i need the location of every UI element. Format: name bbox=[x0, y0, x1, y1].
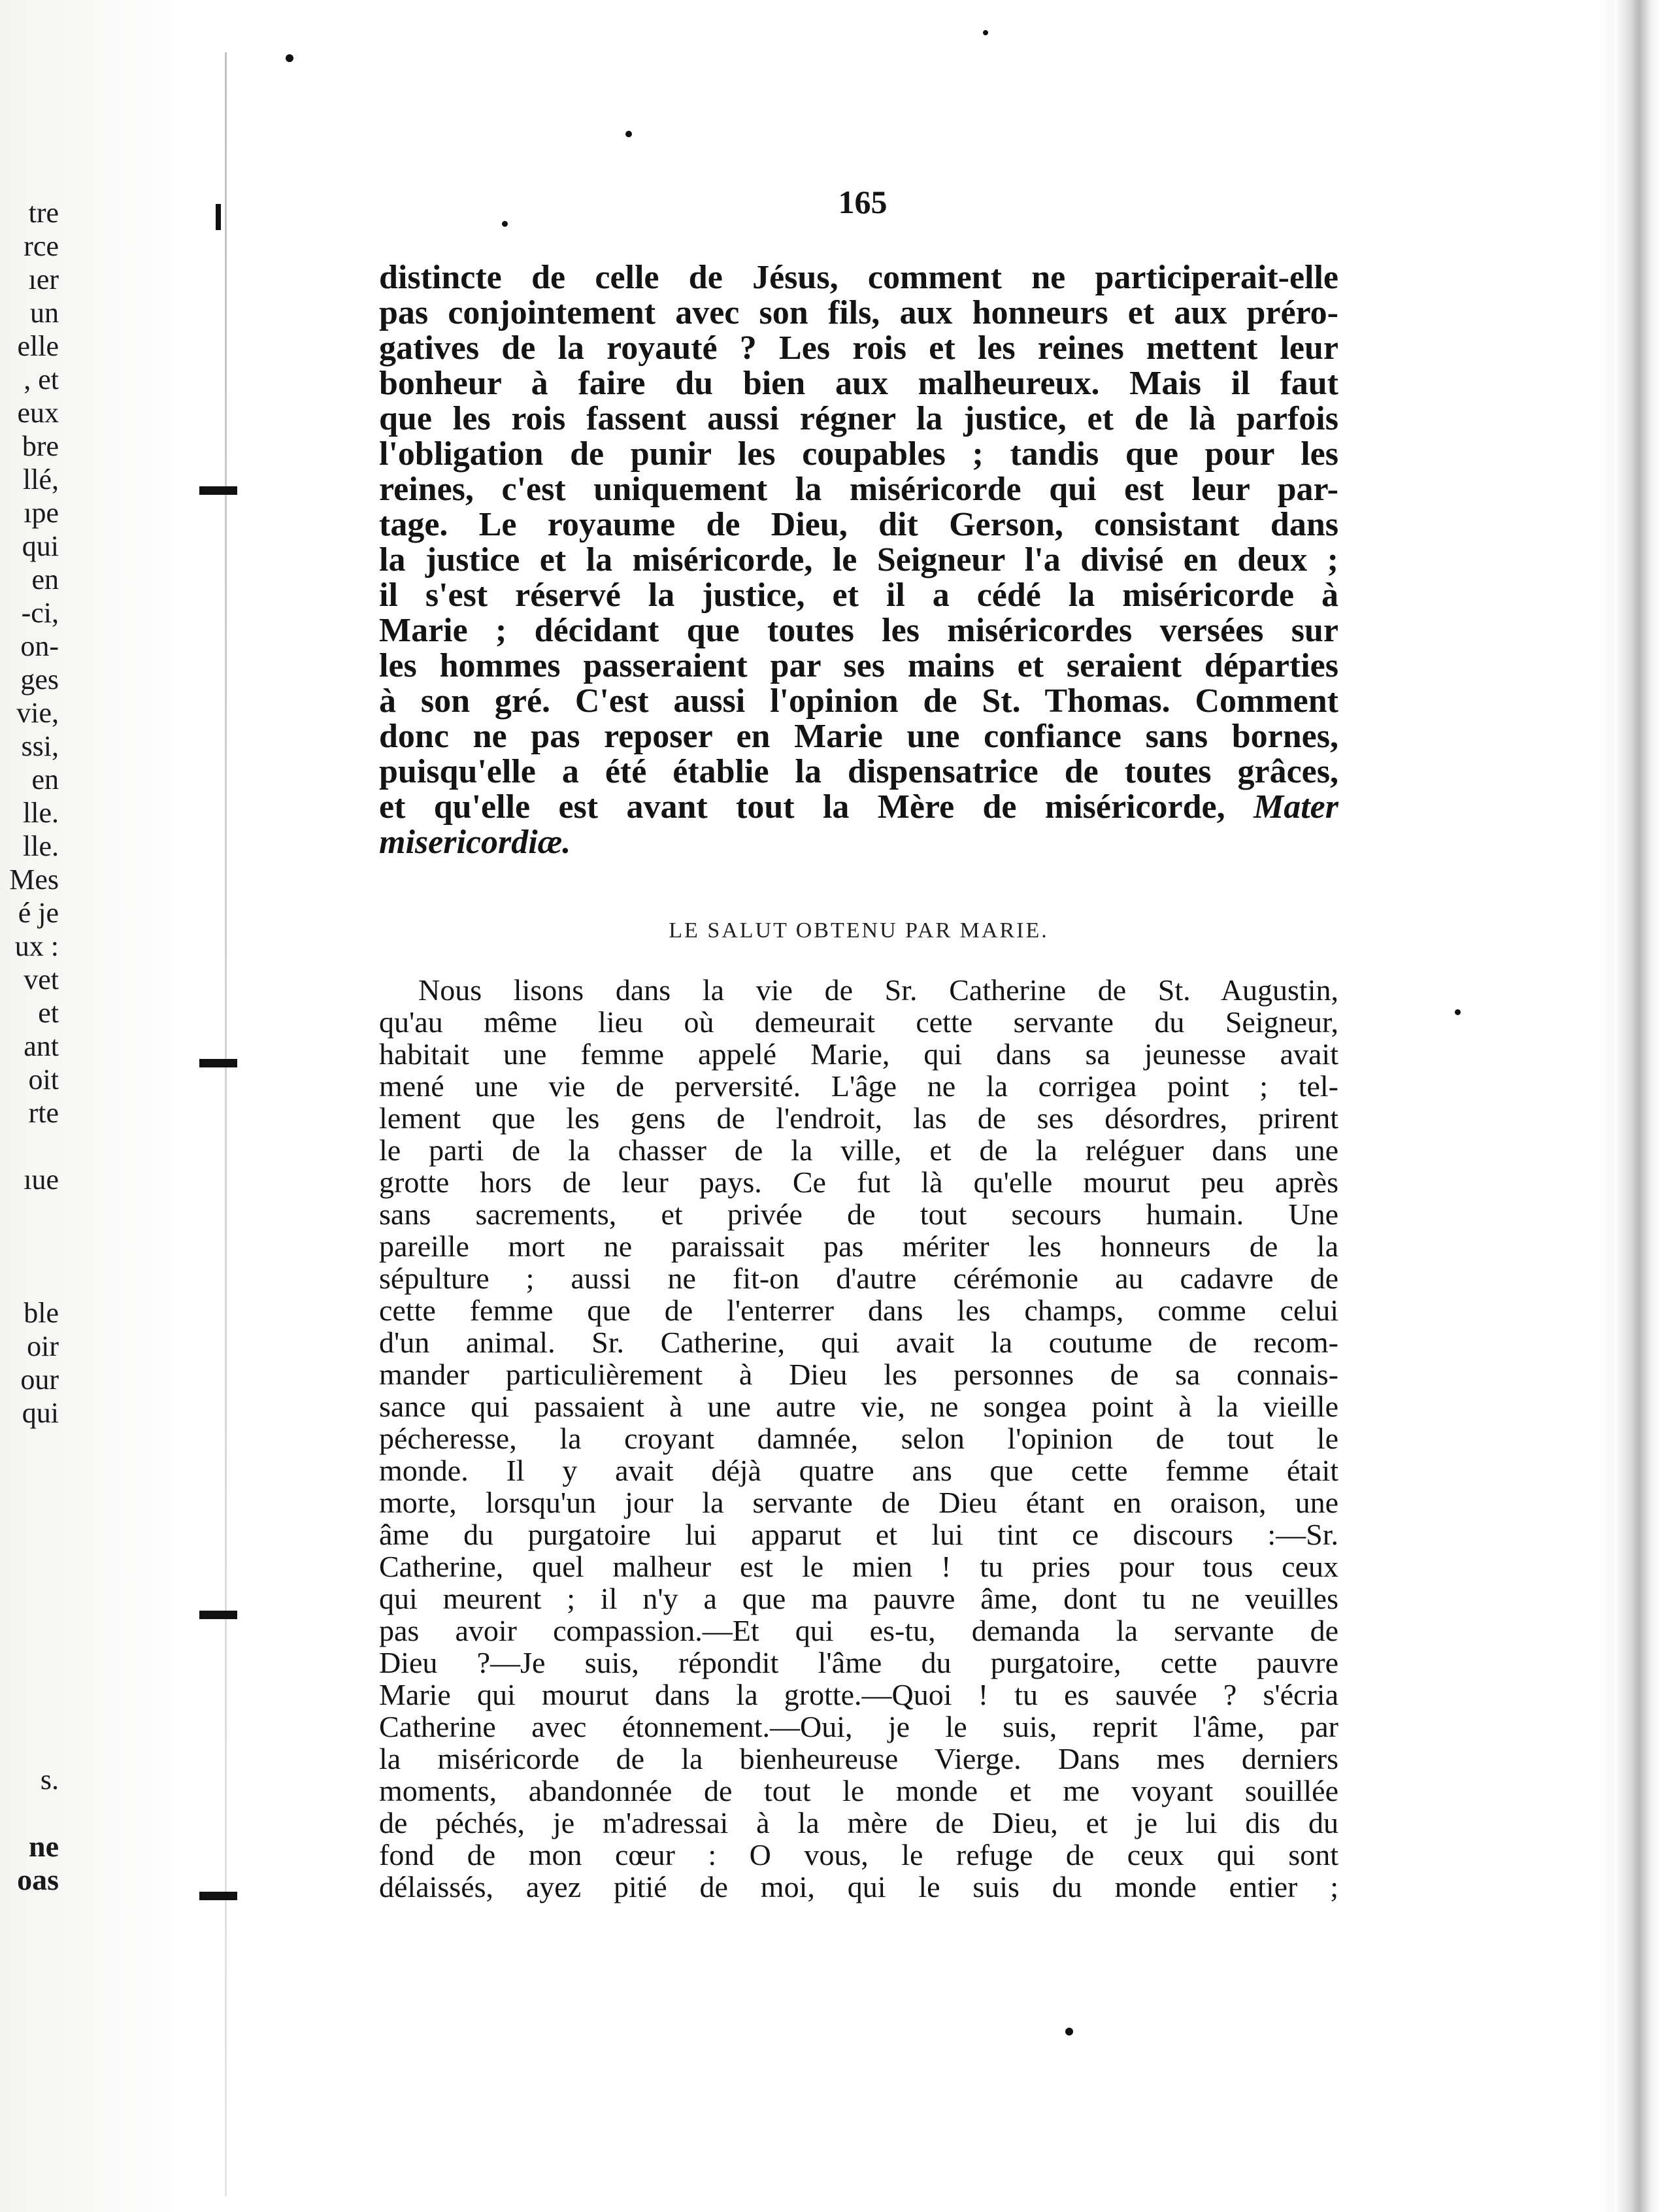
gutter-mark bbox=[199, 1611, 237, 1619]
text-line: l'obligation de punir les coupables ; tandis que pour les bbox=[379, 435, 1338, 473]
facing-page-fragment: vet bbox=[24, 964, 59, 996]
facing-page-fragment: Mes bbox=[9, 863, 59, 896]
facing-page-fragment bbox=[0, 1563, 63, 1596]
text-line: bonheur à faire du bien aux malheureux. Mais il faut bbox=[379, 365, 1338, 402]
facing-page-fragment: oit bbox=[28, 1064, 59, 1096]
ink-speck bbox=[1455, 1009, 1461, 1015]
facing-page-fragment bbox=[0, 1263, 63, 1296]
text-line: puisqu'elle a été établie la dispensatrice de toutes grâces, bbox=[379, 753, 1338, 790]
text-line: que les rois fassent aussi régner la justice, et de là parfois bbox=[379, 400, 1338, 437]
facing-page-fragment bbox=[0, 1530, 63, 1563]
text-line: le parti de la chasser de la ville, et de la reléguer dans une bbox=[379, 1133, 1338, 1167]
text-line: gatives de la royauté ? Les rois et les reines mettent leur bbox=[379, 329, 1338, 367]
facing-page-fragment: ıue bbox=[24, 1164, 59, 1196]
text-line: Nous lisons dans la vie de Sr. Catherine de St. Augustin, bbox=[418, 973, 1338, 1007]
facing-page-fragment bbox=[0, 1463, 63, 1496]
facing-page-fragment: llé, bbox=[23, 463, 59, 495]
facing-page-fragment bbox=[0, 1663, 63, 1696]
gutter-mark bbox=[199, 486, 237, 495]
text-line: la justice et la miséricorde, le Seigneur l'a divisé en deux ; bbox=[379, 541, 1338, 578]
paragraph-bold bbox=[379, 260, 1338, 860]
facing-page-fragment: bre bbox=[22, 430, 59, 462]
text-line: pécheresse, la croyant damnée, selon l'opinion de tout le bbox=[379, 1422, 1338, 1455]
facing-page-fragment bbox=[0, 1430, 63, 1463]
facing-page-fragment: ıer bbox=[28, 263, 59, 295]
facing-page-fragment: tre bbox=[28, 197, 59, 229]
text-line: Dieu ?—Je suis, répondit l'âme du purgatoire, cette pauvre bbox=[379, 1646, 1338, 1679]
text-line: Catherine avec étonnement.—Oui, je le suis, reprit l'âme, par bbox=[379, 1710, 1338, 1743]
text-line: monde. Il y avait déjà quatre ans que cette femme était bbox=[379, 1454, 1338, 1487]
paragraph-story bbox=[379, 974, 1338, 1903]
facing-page-fragment: our bbox=[20, 1364, 59, 1396]
text-line: pas conjointement avec son fils, aux honneurs et aux préro- bbox=[379, 294, 1338, 331]
text-line: sans sacrements, et privée de tout secours humain. Une bbox=[379, 1198, 1338, 1231]
text-line: mené une vie de perversité. L'âge ne la corrigea point ; tel- bbox=[379, 1069, 1338, 1103]
text-line: sance qui passaient à une autre vie, ne songea point à la vieille bbox=[379, 1390, 1338, 1423]
text-line: distincte de celle de Jésus, comment ne participerait-elle bbox=[379, 259, 1338, 296]
facing-page-fragment bbox=[0, 1596, 63, 1630]
text-line: âme du purgatoire lui apparut et lui tint ce discours :—Sr. bbox=[379, 1518, 1338, 1551]
facing-page-fragment bbox=[0, 1196, 63, 1230]
facing-page-fragment bbox=[0, 1230, 63, 1263]
facing-page-fragment: ıpe bbox=[24, 497, 59, 529]
facing-page-fragment: qui bbox=[22, 1397, 59, 1429]
facing-page-fragment: ble bbox=[24, 1297, 59, 1329]
section-title: LE SALUT OBTENU PAR MARIE. bbox=[669, 918, 1049, 943]
facing-page-fragment: en bbox=[31, 563, 59, 595]
text-line: Catherine, quel malheur est le mien ! tu pries pour tous ceux bbox=[379, 1550, 1338, 1583]
facing-page-fragment: é je bbox=[18, 897, 59, 929]
text-line: reines, c'est uniquement la miséricorde qui est leur par- bbox=[379, 471, 1338, 508]
text-line-part: et qu'elle est avant tout la Mère de miséricorde, bbox=[379, 788, 1253, 826]
text-line: habitait une femme appelé Marie, qui dans sa jeunesse avait bbox=[379, 1037, 1338, 1071]
text-line: Marie qui mourut dans la grotte.—Quoi ! tu es sauvée ? s'écria bbox=[379, 1678, 1338, 1711]
text-line: de péchés, je m'adressai à la mère de Dieu, et je lui dis du bbox=[379, 1806, 1338, 1839]
facing-page-fragment: on- bbox=[20, 630, 59, 662]
text-line: la miséricorde de la bienheureuse Vierge. Dans mes derniers bbox=[379, 1742, 1338, 1775]
facing-page-fragment bbox=[0, 1730, 63, 1763]
gutter-mark bbox=[199, 1892, 237, 1900]
gutter-mark bbox=[199, 1059, 237, 1067]
page-edge-shadow bbox=[1614, 0, 1660, 2212]
facing-page-fragment: vie, bbox=[16, 697, 59, 729]
text-line: morte, lorsqu'un jour la servante de Dieu étant en oraison, une bbox=[379, 1486, 1338, 1519]
facing-page-fragment: lle. bbox=[23, 830, 59, 862]
ink-speck bbox=[286, 54, 293, 62]
text-line: pas avoir compassion.—Et qui es-tu, demanda la servante de bbox=[379, 1614, 1338, 1647]
facing-page-fragment: -ci, bbox=[21, 597, 59, 629]
facing-page-fragment: ssi, bbox=[21, 730, 59, 762]
ink-speck bbox=[502, 221, 508, 227]
facing-page-fragment bbox=[0, 1796, 63, 1830]
text-line: à son gré. C'est aussi l'opinion de St. Thomas. Comment bbox=[379, 682, 1338, 720]
facing-page-fragment bbox=[0, 1630, 63, 1663]
facing-page-fragment bbox=[0, 1496, 63, 1530]
text-line: qu'au même lieu où demeurait cette servante du Seigneur, bbox=[379, 1005, 1338, 1039]
italic-phrase: Mater bbox=[1253, 788, 1338, 826]
facing-page-fragment: oas bbox=[17, 1863, 59, 1896]
facing-page-fragment: ne bbox=[29, 1830, 59, 1863]
text-line: d'un animal. Sr. Catherine, qui avait la coutume de recom- bbox=[379, 1326, 1338, 1359]
facing-page-fragment: ux : bbox=[14, 930, 59, 962]
text-line: cette femme que de l'enterrer dans les champs, comme celui bbox=[379, 1294, 1338, 1327]
text-line: lement que les gens de l'endroit, las de ses désordres, prirent bbox=[379, 1101, 1338, 1135]
ink-speck bbox=[983, 30, 988, 35]
facing-page-fragment: rte bbox=[28, 1097, 59, 1129]
ink-speck bbox=[1065, 2028, 1073, 2036]
facing-page-fragments bbox=[0, 196, 63, 2157]
facing-page-fragment: lle. bbox=[23, 797, 59, 829]
text-line: mander particulièrement à Dieu les personnes de sa connais- bbox=[379, 1358, 1338, 1391]
facing-page-fragment: un bbox=[30, 297, 59, 329]
text-line: tage. Le royaume de Dieu, dit Gerson, consistant dans bbox=[379, 506, 1338, 543]
text-line: délaissés, ayez pitié de moi, qui le suis du monde entier ; bbox=[379, 1870, 1338, 1903]
text-line: fond de mon cœur : O vous, le refuge de ceux qui sont bbox=[379, 1838, 1338, 1871]
text-line: qui meurent ; il n'y a que ma pauvre âme, dont tu ne veuilles bbox=[379, 1582, 1338, 1615]
facing-page-fragment: qui bbox=[22, 530, 59, 562]
facing-page-fragment: ges bbox=[20, 663, 59, 695]
gutter-line bbox=[225, 52, 227, 2196]
facing-page-fragment: , et bbox=[24, 363, 59, 395]
text-line bbox=[379, 790, 1338, 825]
text-line: donc ne pas reposer en Marie une confiance sans bornes, bbox=[379, 718, 1338, 755]
facing-page-fragment: s. bbox=[40, 1764, 59, 1796]
text-line: les hommes passeraient par ses mains et seraient départies bbox=[379, 647, 1338, 684]
facing-page-fragment: et bbox=[38, 997, 59, 1029]
text-line: il s'est réservé la justice, et il a cédé la miséricorde à bbox=[379, 577, 1338, 614]
facing-page-fragment: elle bbox=[17, 330, 59, 362]
facing-page-fragment: oir bbox=[27, 1330, 59, 1362]
text-line: pareille mort ne paraissait pas mériter les honneurs de la bbox=[379, 1230, 1338, 1263]
text-line: Marie ; décidant que toutes les miséricordes versées sur bbox=[379, 612, 1338, 649]
facing-page-fragment bbox=[0, 1696, 63, 1730]
text-line: moments, abandonnée de tout le monde et me voyant souillée bbox=[379, 1774, 1338, 1807]
text-line: sépulture ; aussi ne fit-on d'autre cérémonie au cadavre de bbox=[379, 1262, 1338, 1295]
facing-page-fragment: eux bbox=[17, 397, 59, 429]
facing-page-fragment: rce bbox=[24, 230, 59, 262]
gutter-tick bbox=[216, 204, 221, 230]
facing-page-fragment: en bbox=[31, 763, 59, 796]
page-number: 165 bbox=[838, 184, 888, 220]
facing-page-fragment bbox=[0, 1130, 63, 1163]
text-line: misericordiæ. bbox=[379, 824, 571, 861]
text-line: grotte hors de leur pays. Ce fut là qu'elle mourut peu après bbox=[379, 1165, 1338, 1199]
ink-speck bbox=[625, 131, 632, 137]
facing-page-fragment: ant bbox=[24, 1030, 59, 1062]
